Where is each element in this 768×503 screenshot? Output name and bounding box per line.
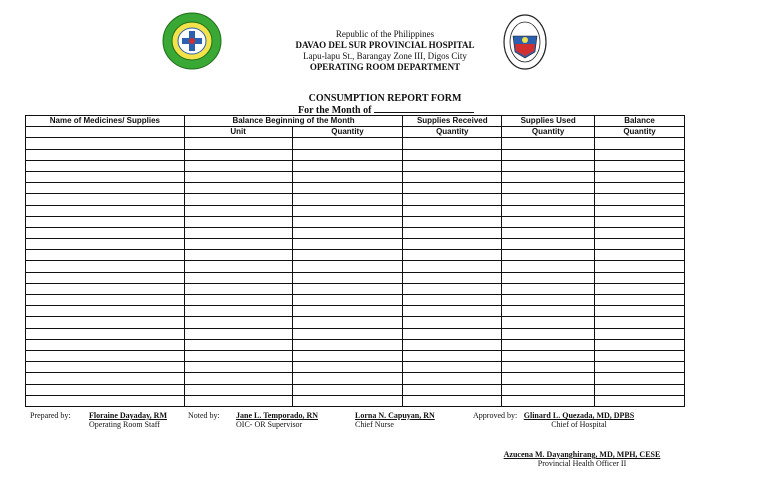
table-cell[interactable] [26,171,185,182]
table-cell[interactable] [292,283,403,294]
table-cell[interactable] [292,183,403,194]
table-cell[interactable] [403,295,502,306]
table-cell[interactable] [26,384,185,395]
table-cell[interactable] [184,205,292,216]
table-cell[interactable] [292,373,403,384]
col-balance-quantity-header: Quantity [595,127,685,138]
table-cell[interactable] [403,283,502,294]
table-cell[interactable] [403,362,502,373]
table-cell[interactable] [502,205,595,216]
table-cell[interactable] [184,216,292,227]
prepared-label: Prepared by: [30,411,71,420]
table-row [26,149,685,160]
table-cell[interactable] [502,171,595,182]
table-cell[interactable] [292,171,403,182]
table-cell[interactable] [502,350,595,361]
table-cell[interactable] [595,317,685,328]
table-cell[interactable] [403,272,502,283]
table-cell[interactable] [403,149,502,160]
table-cell[interactable] [184,194,292,205]
table-cell[interactable] [184,384,292,395]
hospital-seal-logo [162,12,222,70]
table-cell[interactable] [292,138,403,149]
table-cell[interactable] [184,395,292,406]
table-cell[interactable] [595,373,685,384]
table-row [26,384,685,395]
table-cell[interactable] [26,328,185,339]
table-cell[interactable] [502,160,595,171]
table-row [26,194,685,205]
table-row [26,295,685,306]
table-cell[interactable] [502,306,595,317]
table-cell[interactable] [403,227,502,238]
table-row [26,216,685,227]
table-cell[interactable] [184,149,292,160]
table-cell[interactable] [184,339,292,350]
month-field[interactable] [374,104,474,113]
table-cell[interactable] [184,306,292,317]
table-cell[interactable] [26,160,185,171]
table-cell[interactable] [403,306,502,317]
table-row [26,306,685,317]
table-cell[interactable] [502,295,595,306]
table-cell[interactable] [595,183,685,194]
table-cell[interactable] [26,350,185,361]
republic-line: Republic of the Philippines [335,29,435,39]
table-cell[interactable] [595,227,685,238]
table-cell[interactable] [403,250,502,261]
table-cell[interactable] [595,194,685,205]
table-cell[interactable] [292,239,403,250]
table-cell[interactable] [595,384,685,395]
hospital-address: Lapu-lapu St., Barangay Zone III, Digos City [303,51,467,61]
col-name-sub [26,127,185,138]
chief-nurse-title: Chief Nurse [355,420,394,429]
table-cell[interactable] [502,261,595,272]
table-cell[interactable] [403,395,502,406]
table-cell[interactable] [595,261,685,272]
table-cell[interactable] [502,395,595,406]
col-quantity-header: Quantity [292,127,403,138]
col-received-quantity-header: Quantity [403,127,502,138]
table-cell[interactable] [403,239,502,250]
table-cell[interactable] [595,239,685,250]
table-cell[interactable] [502,250,595,261]
approved-label: Approved by: [473,411,518,420]
table-cell[interactable] [184,250,292,261]
table-row [26,138,685,149]
table-row [26,227,685,238]
table-cell[interactable] [292,328,403,339]
table-row [26,160,685,171]
table-cell[interactable] [403,205,502,216]
table-cell[interactable] [292,272,403,283]
table-row [26,261,685,272]
table-cell[interactable] [595,328,685,339]
table-cell[interactable] [292,317,403,328]
table-cell[interactable] [292,205,403,216]
table-cell[interactable] [403,261,502,272]
table-cell[interactable] [403,339,502,350]
table-row [26,183,685,194]
department-name: OPERATING ROOM DEPARTMENT [309,62,461,72]
table-row [26,250,685,261]
table-cell[interactable] [595,272,685,283]
table-cell[interactable] [292,160,403,171]
table-cell[interactable] [26,272,185,283]
table-cell[interactable] [403,160,502,171]
table-cell[interactable] [595,149,685,160]
table-cell[interactable] [292,362,403,373]
table-cell[interactable] [595,283,685,294]
table-cell[interactable] [26,317,185,328]
table-cell[interactable] [26,239,185,250]
noted-title: OIC- OR Supervisor [236,420,303,429]
table-row [26,373,685,384]
table-row [26,171,685,182]
approved-title: Chief of Hospital [551,420,607,429]
table-cell[interactable] [292,194,403,205]
table-cell[interactable] [403,171,502,182]
table-cell[interactable] [184,283,292,294]
table-cell[interactable] [403,350,502,361]
table-cell[interactable] [26,295,185,306]
table-cell[interactable] [26,395,185,406]
col-unit-header: Unit [184,127,292,138]
table-row [26,395,685,406]
hospital-name: DAVAO DEL SUR PROVINCIAL HOSPITAL [295,40,475,50]
table-cell[interactable] [292,295,403,306]
table-cell[interactable] [595,395,685,406]
table-cell[interactable] [292,339,403,350]
col-used-quantity-header: Quantity [502,127,595,138]
table-cell[interactable] [184,138,292,149]
table-cell[interactable] [292,250,403,261]
table-cell[interactable] [292,261,403,272]
col-received-header: Supplies Received [403,116,502,127]
table-cell[interactable] [26,261,185,272]
table-cell[interactable] [26,138,185,149]
table-cell[interactable] [595,171,685,182]
table-cell[interactable] [26,250,185,261]
table-cell[interactable] [26,306,185,317]
table-cell[interactable] [595,362,685,373]
table-cell[interactable] [292,227,403,238]
table-cell[interactable] [26,205,185,216]
col-name-header: Name of Medicines/ Supplies [26,116,185,127]
table-cell[interactable] [292,306,403,317]
pho-name: Azucena M. Dayanghirang, MD, MPH, CESE [503,450,661,459]
table-cell[interactable] [184,183,292,194]
table-row [26,328,685,339]
table-cell[interactable] [595,250,685,261]
table-row [26,317,685,328]
table-cell[interactable] [403,373,502,384]
noted-name: Jane L. Temporado, RN [236,411,319,420]
table-cell[interactable] [595,306,685,317]
table-cell[interactable] [595,350,685,361]
table-cell[interactable] [502,328,595,339]
table-cell[interactable] [502,239,595,250]
table-cell[interactable] [26,149,185,160]
table-cell[interactable] [502,362,595,373]
table-cell[interactable] [184,227,292,238]
table-cell[interactable] [595,216,685,227]
table-row [26,239,685,250]
table-cell[interactable] [184,160,292,171]
table-cell[interactable] [502,272,595,283]
table-cell[interactable] [26,183,185,194]
table-cell[interactable] [403,317,502,328]
table-cell[interactable] [26,216,185,227]
table-cell[interactable] [26,373,185,384]
table-cell[interactable] [502,149,595,160]
table-cell[interactable] [184,373,292,384]
table-cell[interactable] [595,138,685,149]
table-cell[interactable] [292,216,403,227]
table-cell[interactable] [502,216,595,227]
table-cell[interactable] [184,171,292,182]
prepared-title: Operating Room Staff [89,420,160,429]
table-cell[interactable] [502,183,595,194]
prepared-name: Floraine Dayaday, RM [89,411,167,420]
approved-name: Glinard L. Quezada, MD, DPBS [523,411,635,420]
table-cell[interactable] [26,283,185,294]
table-cell[interactable] [184,317,292,328]
table-cell[interactable] [502,373,595,384]
table-cell[interactable] [26,339,185,350]
table-cell[interactable] [502,317,595,328]
table-cell[interactable] [292,395,403,406]
table-row [26,205,685,216]
col-balance-header: Balance [595,116,685,127]
table-cell[interactable] [26,227,185,238]
chief-nurse-name: Lorna N. Capuyan, RN [355,411,435,420]
table-cell[interactable] [292,384,403,395]
table-cell[interactable] [292,350,403,361]
table-cell[interactable] [26,194,185,205]
table-cell[interactable] [184,239,292,250]
form-title: CONSUMPTION REPORT FORM [308,93,462,104]
table-row [26,362,685,373]
table-cell[interactable] [184,362,292,373]
col-used-header: Supplies Used [502,116,595,127]
table-cell[interactable] [595,160,685,171]
table-cell[interactable] [403,183,502,194]
table-cell[interactable] [403,138,502,149]
table-cell[interactable] [502,138,595,149]
table-cell[interactable] [403,194,502,205]
table-cell[interactable] [502,283,595,294]
table-cell[interactable] [403,384,502,395]
table-cell[interactable] [184,328,292,339]
noted-label: Noted by: [188,411,220,420]
table-cell[interactable] [595,205,685,216]
table-cell[interactable] [26,362,185,373]
table-cell[interactable] [502,227,595,238]
consumption-table [25,115,685,407]
col-balance-begin-header: Balance Beginning of the Month [184,116,403,127]
table-cell[interactable] [502,384,595,395]
table-cell[interactable] [595,295,685,306]
table-cell[interactable] [292,149,403,160]
table-cell[interactable] [184,350,292,361]
table-cell[interactable] [403,216,502,227]
table-row [26,350,685,361]
table-row [26,339,685,350]
table-cell[interactable] [184,295,292,306]
header-row-1 [26,116,685,127]
month-label: For the Month of [298,105,372,116]
table-cell[interactable] [184,272,292,283]
table-cell[interactable] [502,194,595,205]
table-cell[interactable] [595,339,685,350]
pho-title: Provincial Health Officer II [537,459,627,468]
table-cell[interactable] [403,328,502,339]
header-row-2 [26,127,685,138]
table-cell[interactable] [184,261,292,272]
table-cell[interactable] [502,339,595,350]
table-row [26,272,685,283]
table-row [26,283,685,294]
